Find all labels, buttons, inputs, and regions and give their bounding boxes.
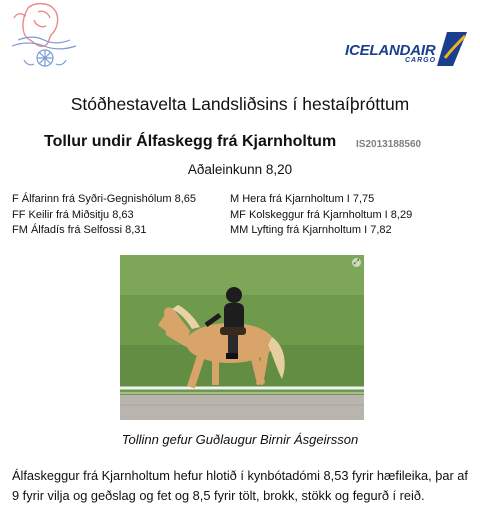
pedigree-father: F Álfarinn frá Syðri-Gegnishólum 8,65 <box>12 193 197 205</box>
pedigree-mothers-mother: MM Lyfting frá Kjarnholtum I 7,82 <box>230 224 392 236</box>
icelandair-cargo-logo <box>345 32 469 68</box>
registration-number: IS2013188560 <box>356 139 422 150</box>
main-score: Aðaleinkunn 8,20 <box>187 162 293 177</box>
sponsor-subtitle: CARGO <box>405 57 437 64</box>
pedigree-fathers-mother: FM Álfadís frá Selfossi 8,31 <box>12 224 147 236</box>
horse-name: Tollur undir Álfaskegg frá Kjarnholtum <box>44 133 337 150</box>
pedigree-fathers-father: FF Keilir frá Miðsitju 8,63 <box>12 208 134 221</box>
page-title: Stóðhestavelta Landsliðsins í hestaíþróttum <box>70 94 410 114</box>
pedigree-mothers-father: MF Kolskeggur frá Kjarnholtum I 8,29 <box>230 208 413 221</box>
pedigree-sire-side <box>12 192 196 239</box>
horse-head-emblem-icon <box>8 0 82 70</box>
photo-caption: Tollinn gefur Guðlaugur Birnir Ásgeirsson <box>121 432 359 447</box>
tail-fin-icon <box>437 32 467 66</box>
pedigree-dam-side <box>230 192 412 239</box>
sponsor-name: ICELANDAIR <box>345 42 436 59</box>
expand-icon[interactable]: ⤢ <box>353 259 360 266</box>
pedigree-mother: M Hera frá Kjarnholtum I 7,75 <box>230 193 375 205</box>
description-paragraph: Álfaskeggur frá Kjarnholtum hefur hlotið í kynbótadómi 8,53 fyrir hæfileika, þar af 9 fyrir vilja og geðslag og fet og 8,5 fyrir tölt, brokk, stökk og fegurð í reið. <box>12 468 468 503</box>
horse-photo <box>120 255 364 420</box>
